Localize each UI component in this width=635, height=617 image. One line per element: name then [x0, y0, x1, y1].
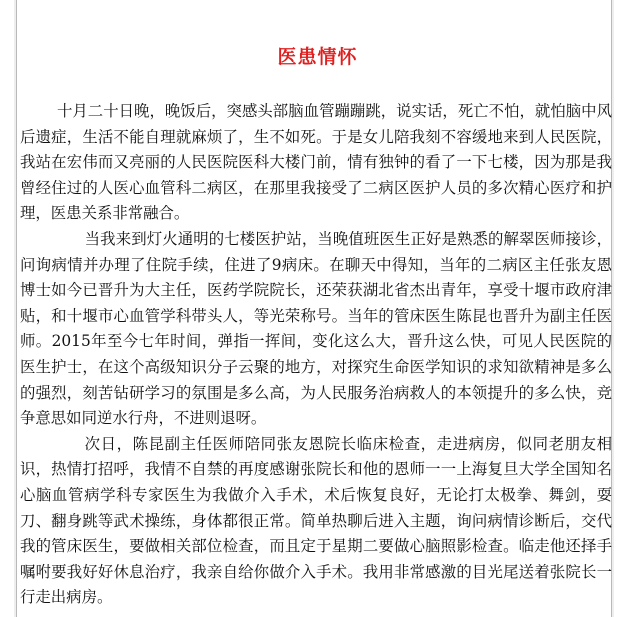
article-title: 医患情怀 [277, 46, 358, 68]
paragraph: 当我来到灯火通明的七楼医护站，当晚值班医生正好是熟悉的解翠医师接诊，问询病情并办理了住院手续，住进了9病床。在聊天中得知，当年的二病区主任张友恩博士如今已晋升为大主任，医药学院院长，还荣获湖北省杰出青年，享受十堰市政府津贴，和十堰市心血管学科带头人，等光荣称号。当年的管床医生陈昆也晋升为副主任医师。2015年至今七年时间，弹指一挥间，变化这么大，晋升这么快，可见人民医院的医生护士，在这个高级知识分子云聚的地方，对探究生命医学知识的求知欲精神是多么的强烈，刻苦钻研学习的氛围是多么高，为人民服务治病救人的本领提升的多么快，竞争意思如同逆水行舟，不进则退呀。 [20, 229, 612, 428]
article-body [20, 99, 612, 611]
paragraph: 次日，陈昆副主任医师陪同张友恩院长临床检查，走进病房，似同老朋友相识，热情打招呼，我情不自禁的再度感谢张院长和他的恩师一一上海复旦大学全国知名心脑血管病学科专家医生为我做介入手术，术后恢复良好，无论打太极拳、舞剑，耍刀、翻身跳等武术操练，身体都很正常。简单热聊后进入主题，询问病情诊断后，交代我的管床医生，要做相关部位检查，而且定于星期二要做心脑照影检查。临走他还择手嘱咐要我好好休息治疗，我亲自给你做介入手术。我用非常感激的目光尾送着张院长一行走出病房。 [20, 434, 612, 607]
paragraph: 十月二十日晚，晚饭后，突感头部脑血管蹦蹦跳，说实话，死亡不怕，就怕脑中风后遗症，生活不能自理就麻烦了，生不如死。于是女儿陪我刻不容缓地来到人民医院，我站在宏伟而又亮丽的人民医院医科大楼门前，情有独钟的看了一下七楼，因为那是我曾经住过的人医心血管科二病区，在那里我接受了二病区医护人员的多次精心医疗和护理，医患关系非常融合。 [20, 102, 612, 223]
